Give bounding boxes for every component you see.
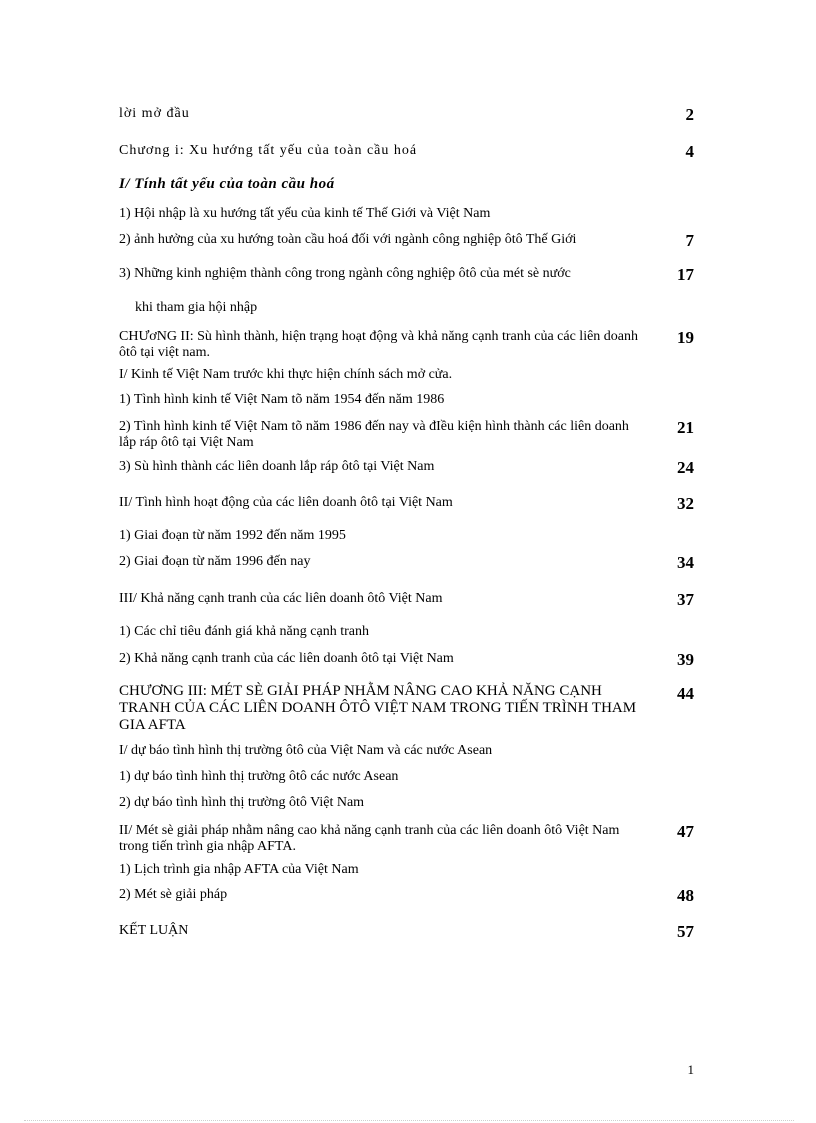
toc-entry: 1) Lịch trình gia nhập AFTA của Việt Nam [119, 862, 359, 877]
toc-page-number: 21 [677, 418, 694, 437]
toc-page-number: 17 [677, 265, 694, 284]
toc-entry: 1) Tình hình kinh tế Việt Nam tõ năm 1954 đến năm 1986 [119, 392, 445, 407]
toc-entry: II/ Mét sè giải pháp nhằm nâng cao khả năng cạnh tranh của các liên doanh ôtô Việt Nam trong tiến trình gia nhập AFTA. [119, 823, 620, 854]
toc-entry: 2) dự báo tình hình thị trường ôtô Việt Nam [119, 795, 365, 810]
toc-entry: 3) Sù hình thành các liên doanh lắp ráp ôtô tại Việt Nam [119, 459, 435, 474]
toc-section-heading: I/ Tính tất yếu của toàn cầu hoá [119, 176, 335, 192]
toc-entry-conclusion: KẾT LUẬN [119, 923, 189, 938]
toc-page-number: 32 [677, 494, 694, 513]
toc-page-number: 39 [677, 650, 694, 669]
toc-entry-chapter-3: CHƯƠNG III: MÉT SÈ GIẢI PHÁP NHẰM NÂNG CAO KHẢ NĂNG CẠNH TRANH CỦA CÁC LIÊN DOANH ÔTÔ VIỆT NAM TRONG TIẾN TRÌNH THAM GIA AFTA [119, 683, 637, 733]
toc-entry-intro: lời mở đầu [119, 106, 190, 121]
toc-entry: 1) Hội nhập là xu hướng tất yếu của kinh tế Thế Giới và Việt Nam [119, 206, 491, 221]
toc-entry: 1) dự báo tình hình thị trường ôtô các nước Asean [119, 769, 399, 784]
toc-entry: 1) Giai đoạn từ năm 1992 đến năm 1995 [119, 528, 346, 543]
toc-page-number: 57 [677, 922, 694, 941]
toc-page-number: 48 [677, 886, 694, 905]
toc-entry: 3) Những kinh nghiệm thành công trong ngành công nghiệp ôtô của mét sè nước [119, 266, 571, 281]
toc-page-number: 37 [677, 590, 694, 609]
toc-page-number: 44 [677, 684, 694, 703]
toc-entry: 2) Giai đoạn từ năm 1996 đến nay [119, 554, 311, 569]
toc-entry: I/ dự báo tình hình thị trường ôtô của Việt Nam và các nước Asean [119, 743, 493, 758]
toc-page-number: 7 [685, 231, 694, 250]
toc-page-number: 24 [677, 458, 694, 477]
toc-entry: III/ Khả năng cạnh tranh của các liên doanh ôtô Việt Nam [119, 591, 443, 606]
toc-page-number: 4 [685, 142, 694, 161]
toc-entry-continuation: khi tham gia hội nhập [135, 300, 258, 315]
footer-divider [24, 1120, 794, 1121]
toc-entry-chapter-1: Chương i: Xu hướng tất yếu của toàn cầu hoá [119, 143, 418, 158]
toc-entry: II/ Tình hình hoạt động của các liên doanh ôtô tại Việt Nam [119, 495, 453, 510]
toc-page-number: 2 [685, 105, 694, 124]
toc-page-number: 34 [677, 553, 694, 572]
toc-entry: 1) Các chỉ tiêu đánh giá khả năng cạnh tranh [119, 624, 369, 639]
footer-page-number: 1 [687, 1062, 694, 1077]
toc-entry: 2) Tình hình kinh tế Việt Nam tõ năm 1986 đến nay và đIều kiện hình thành các liên doanh lắp ráp ôtô tại Việt Nam [119, 419, 629, 450]
toc-page-number: 47 [677, 822, 694, 841]
toc-entry-chapter-2: CHƯơNG II: Sù hình thành, hiện trạng hoạt động và khả năng cạnh tranh của các liên doanh ôtô tại việt nam. [119, 329, 639, 360]
toc-entry: 2) Khả năng cạnh tranh của các liên doanh ôtô tại Việt Nam [119, 651, 454, 666]
toc-entry: I/ Kinh tế Việt Nam trước khi thực hiện chính sách mở cửa. [119, 367, 453, 382]
toc-page-number: 19 [677, 328, 694, 347]
toc-entry: 2) ảnh hưởng của xu hướng toàn cầu hoá đối với ngành công nghiệp ôtô Thế Giới [119, 232, 577, 247]
toc-entry: 2) Mét sè giải pháp [119, 887, 228, 902]
